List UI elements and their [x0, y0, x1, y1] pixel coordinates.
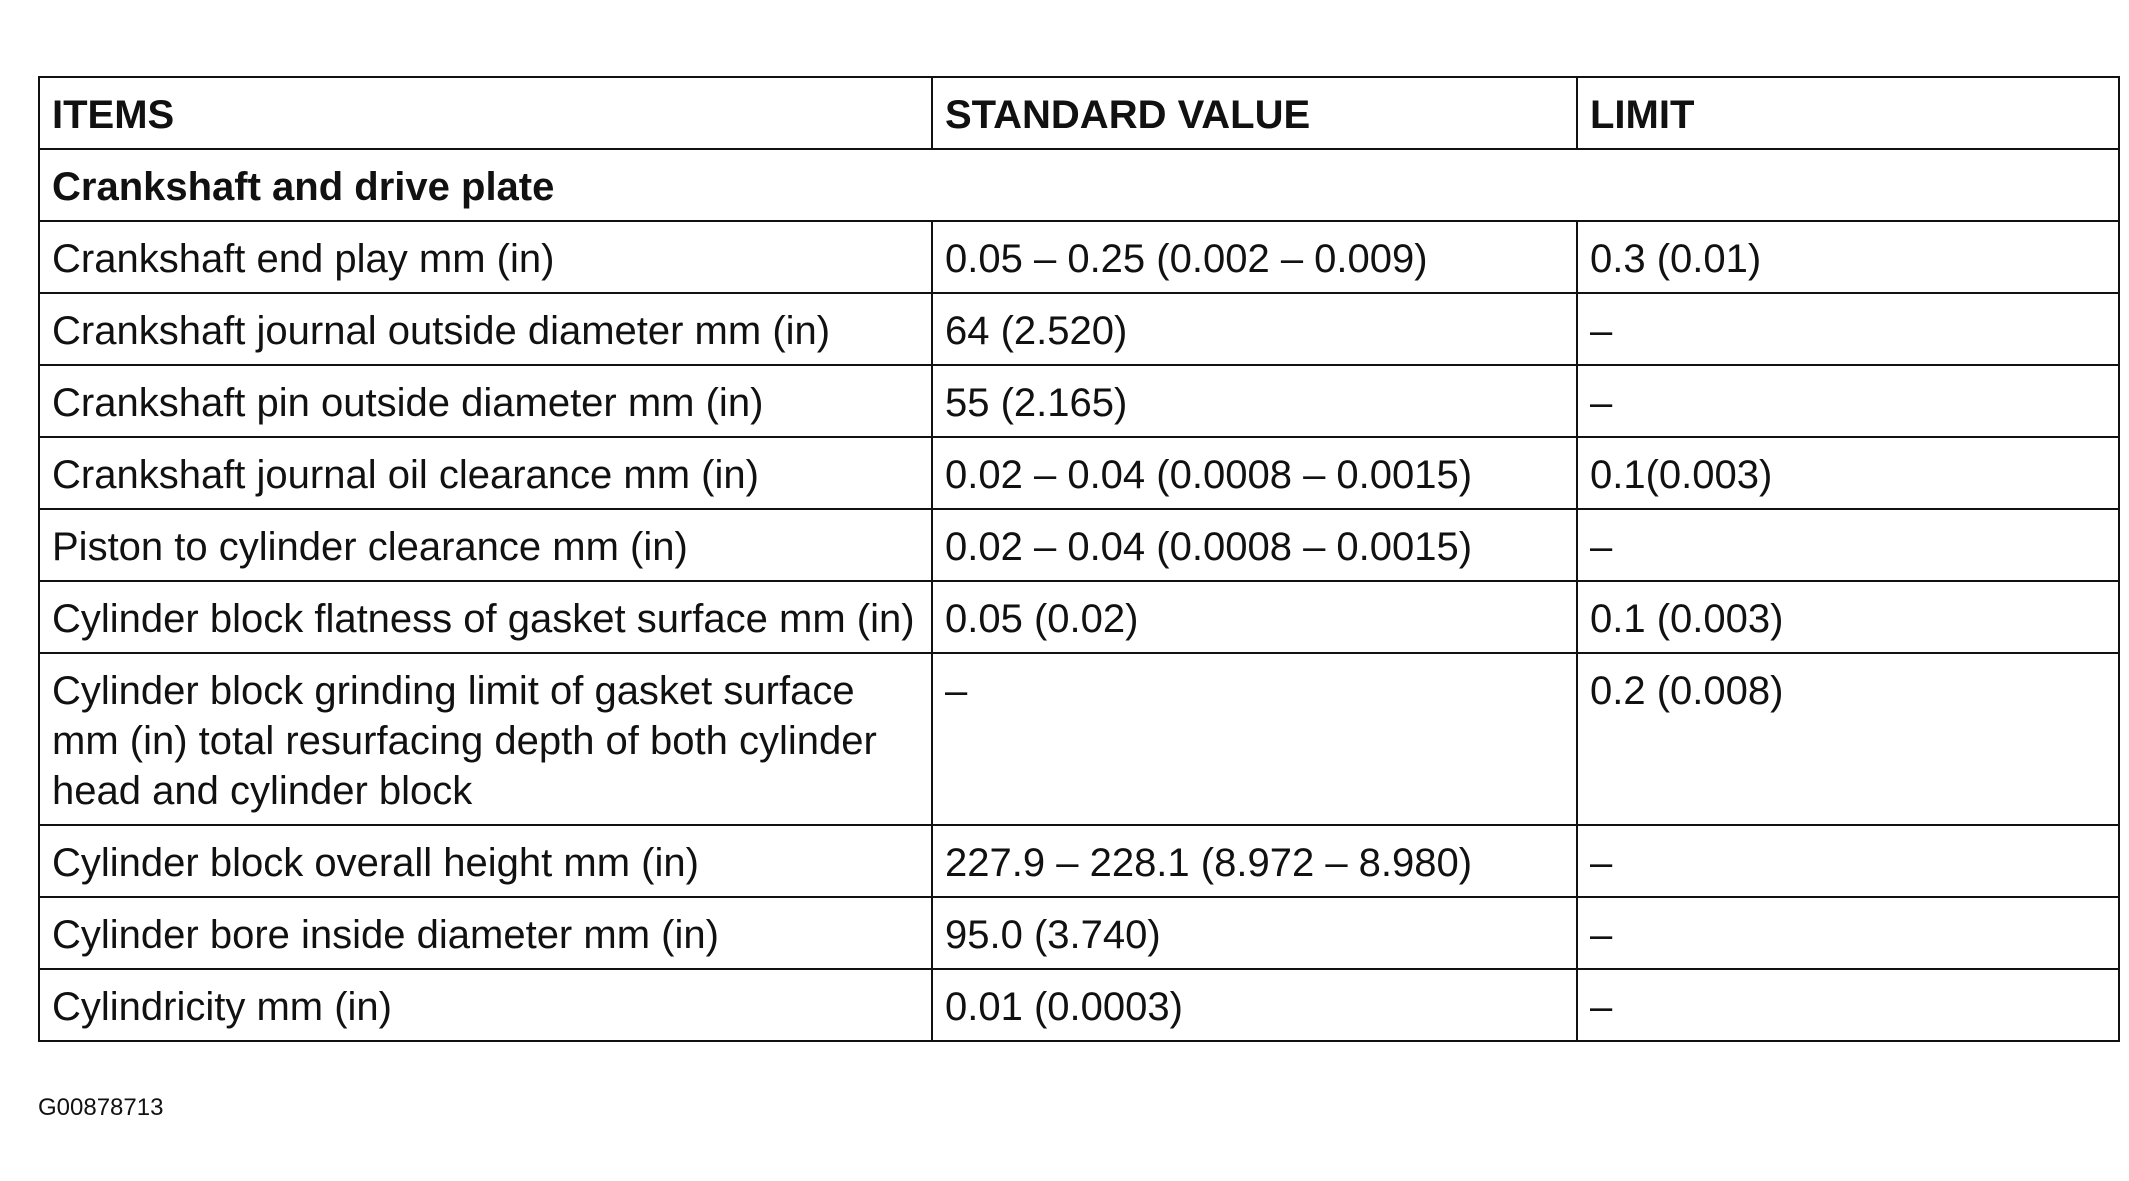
standard-value-cell: 0.01 (0.0003)	[932, 969, 1577, 1041]
item-cell: Piston to cylinder clearance mm (in)	[39, 509, 932, 581]
table-row	[39, 825, 2119, 897]
standard-value-cell: 227.9 – 228.1 (8.972 – 8.980)	[932, 825, 1577, 897]
standard-value-cell: 95.0 (3.740)	[932, 897, 1577, 969]
table-row	[39, 221, 2119, 293]
table-row	[39, 437, 2119, 509]
table-row	[39, 509, 2119, 581]
standard-value-cell: 0.02 – 0.04 (0.0008 – 0.0015)	[932, 509, 1577, 581]
standard-value-cell: 0.05 – 0.25 (0.002 – 0.009)	[932, 221, 1577, 293]
table-row	[39, 897, 2119, 969]
item-cell: Crankshaft end play mm (in)	[39, 221, 932, 293]
item-cell: Cylindricity mm (in)	[39, 969, 932, 1041]
table-row	[39, 293, 2119, 365]
section-title: Crankshaft and drive plate	[39, 149, 2119, 221]
table-row	[39, 581, 2119, 653]
item-cell: Cylinder bore inside diameter mm (in)	[39, 897, 932, 969]
standard-value-cell: 55 (2.165)	[932, 365, 1577, 437]
item-cell: Cylinder block overall height mm (in)	[39, 825, 932, 897]
limit-cell: –	[1577, 969, 2119, 1041]
item-cell: Crankshaft journal outside diameter mm (in)	[39, 293, 932, 365]
header-items: ITEMS	[39, 77, 932, 149]
item-cell: Crankshaft journal oil clearance mm (in)	[39, 437, 932, 509]
figure-id: G00878713	[38, 1094, 164, 1121]
section-row	[39, 149, 2119, 221]
header-limit: LIMIT	[1577, 77, 2119, 149]
header-row	[39, 77, 2119, 149]
standard-value-cell: 64 (2.520)	[932, 293, 1577, 365]
item-cell: Cylinder block flatness of gasket surface mm (in)	[39, 581, 932, 653]
table-row	[39, 653, 2119, 825]
limit-cell: 0.1 (0.003)	[1577, 581, 2119, 653]
table-row	[39, 969, 2119, 1041]
limit-cell: 0.1(0.003)	[1577, 437, 2119, 509]
specifications-table	[38, 76, 2120, 1042]
item-cell: Cylinder block grinding limit of gasket surface mm (in) total resurfacing depth of both cylinder head and cylinder block	[39, 653, 932, 825]
standard-value-cell: –	[932, 653, 1577, 825]
standard-value-cell: 0.05 (0.02)	[932, 581, 1577, 653]
limit-cell: –	[1577, 293, 2119, 365]
limit-cell: –	[1577, 897, 2119, 969]
limit-cell: –	[1577, 365, 2119, 437]
table-row	[39, 365, 2119, 437]
limit-cell: 0.3 (0.01)	[1577, 221, 2119, 293]
limit-cell: 0.2 (0.008)	[1577, 653, 2119, 825]
standard-value-cell: 0.02 – 0.04 (0.0008 – 0.0015)	[932, 437, 1577, 509]
limit-cell: –	[1577, 825, 2119, 897]
item-cell: Crankshaft pin outside diameter mm (in)	[39, 365, 932, 437]
header-standard-value: STANDARD VALUE	[932, 77, 1577, 149]
limit-cell: –	[1577, 509, 2119, 581]
